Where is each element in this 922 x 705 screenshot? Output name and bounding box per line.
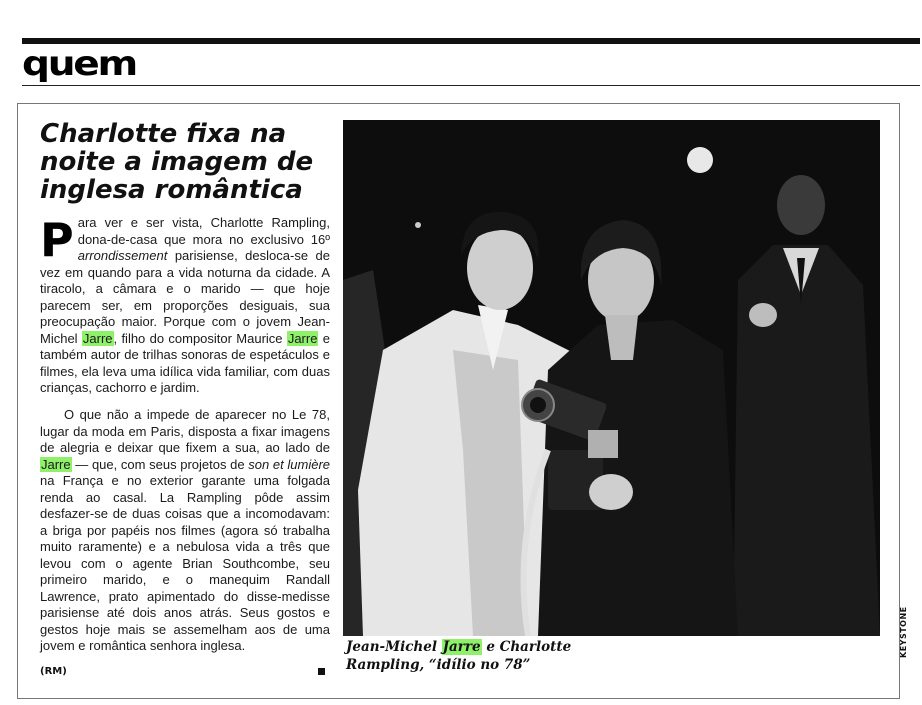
text-run: , filho do compositor Maurice bbox=[113, 330, 287, 346]
section-rule-bottom bbox=[22, 85, 920, 86]
background-man-hand bbox=[749, 303, 777, 327]
photo bbox=[343, 120, 880, 636]
photo-credit-text: KEYSTONE bbox=[899, 606, 908, 658]
end-mark-icon bbox=[318, 668, 325, 675]
text-run: e também autor de trilhas sonoras de espetáculos e filmes, ela leva uma idílica vida familiar, com duas crianças, cachorro e jardim. bbox=[40, 330, 330, 395]
body-paragraph-1 bbox=[40, 215, 330, 397]
text-run: — que, com seus projetos de bbox=[71, 456, 249, 472]
italic-term: son et lumière bbox=[248, 456, 331, 472]
section-rule-top bbox=[22, 38, 920, 44]
author-credit: (RM) bbox=[40, 666, 67, 677]
body-paragraph-2 bbox=[40, 407, 330, 655]
background-man-body bbox=[733, 245, 880, 636]
text-run: parisiense, desloca-se de vez em quando para a vida noturna da cidade. A tiracolo, a câmara e o marido — que hoje parecem ser, em proporções desiguais, sua preocupação maior. Porque com o jovem Jean-Michel bbox=[40, 248, 330, 346]
text-run: O que não a impede de aparecer no Le 78, lugar da moda em Paris, disposta a fixar imagens de alegria e deixar que fixem a sua, ao lado de bbox=[40, 407, 330, 455]
headline: Charlotte fixa na noite a imagem de inglesa romântica bbox=[40, 119, 314, 205]
caption-run: Jean-Michel bbox=[346, 639, 442, 655]
highlighted-word: Jarre bbox=[82, 330, 113, 346]
highlighted-word: Jarre bbox=[41, 456, 71, 472]
highlighted-word: Jarre bbox=[287, 330, 318, 346]
photo-credit bbox=[899, 606, 919, 658]
caption-run: e Charlotte Rampling, “idílio no 78” bbox=[346, 639, 572, 673]
background-man-head bbox=[777, 175, 825, 235]
italic-term: arrondissement bbox=[77, 248, 168, 263]
photo-caption bbox=[346, 638, 646, 674]
highlighted-word: Jarre bbox=[442, 639, 481, 655]
man-head bbox=[467, 226, 533, 310]
drop-cap: P bbox=[40, 213, 74, 267]
text-run: ara ver e ser vista, Charlotte Rampling, dona-de-casa que mora no exclusivo 16º bbox=[77, 215, 330, 247]
text-run: na França e no exterior garante uma folgada renda ao casal. La Rampling pôde assim desfazer-se de duas coisas que a incomodavam: a briga por papéis nos filmes (agora só trabalha muito raramente) e a nebulosa vida a três que levou com o agente Brian Southcombe, seu primeiro marido, e o manequim Randall Lawrence, prato apimentado do disse-medisse parisiense até dois anos atrás. Seus gostos e gestos hoje mais se assemelham aos de uma jovem e romântica senhora inglesa. bbox=[40, 473, 330, 653]
ceiling-light bbox=[687, 147, 713, 173]
section-label: quem bbox=[22, 44, 136, 84]
ceiling-light bbox=[415, 222, 421, 228]
woman-hand bbox=[589, 474, 633, 510]
